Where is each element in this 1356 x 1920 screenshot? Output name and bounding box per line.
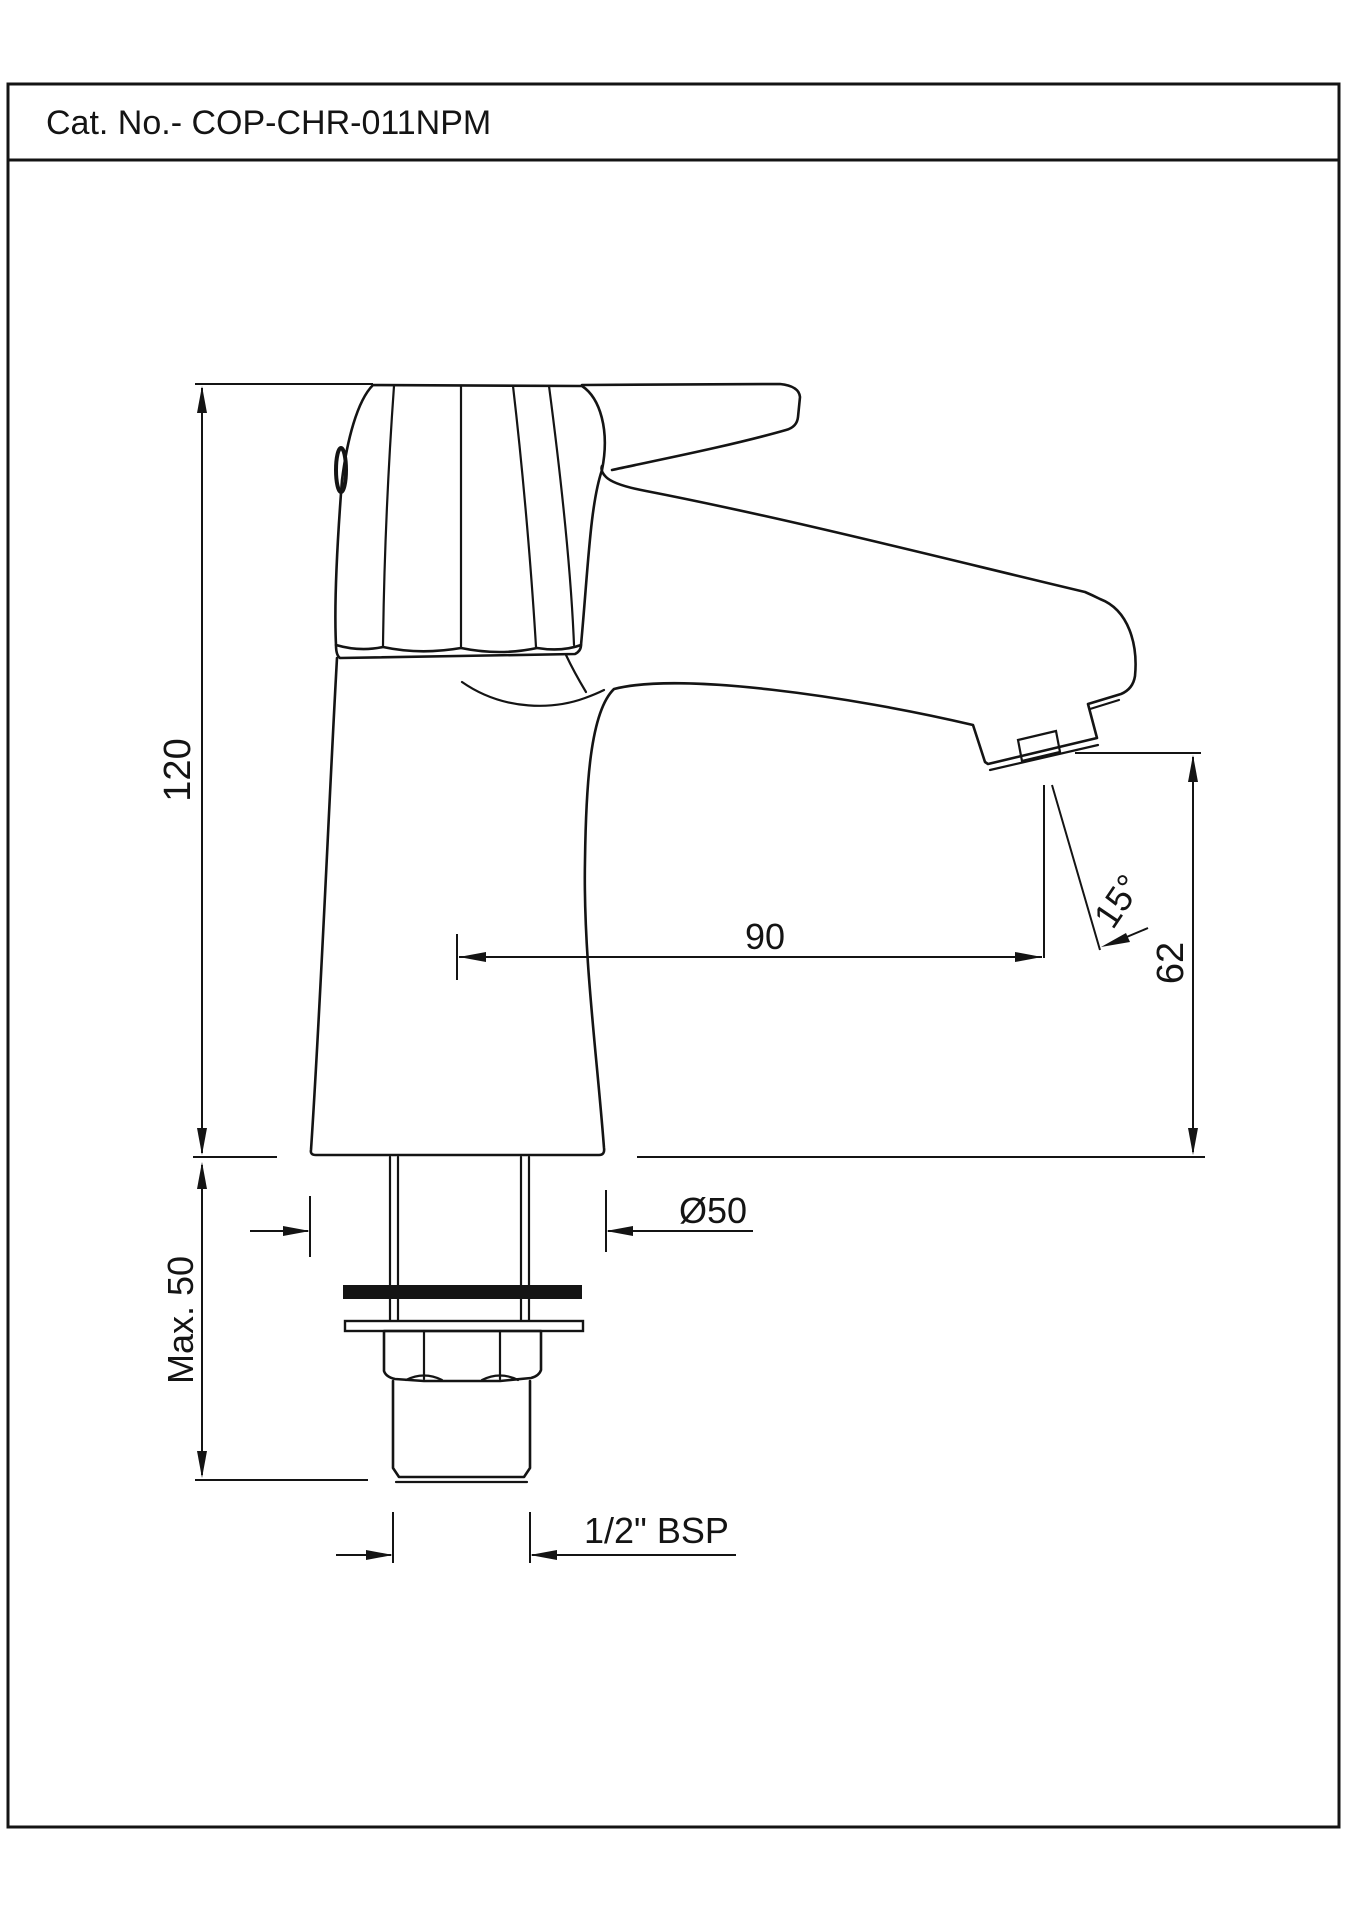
knob-flute-3 xyxy=(513,386,536,647)
knob-band xyxy=(336,645,581,658)
dimension-inlet-thread xyxy=(336,1510,736,1563)
max-deck-label: Max. 50 xyxy=(160,1255,201,1385)
knob-flute-1 xyxy=(383,386,394,646)
flange-washer xyxy=(345,1321,583,1331)
height-label: 120 xyxy=(157,738,199,802)
arrowhead-left xyxy=(606,1226,633,1236)
arrowhead-up xyxy=(1188,755,1198,782)
spout-angle-label: 15° xyxy=(1085,866,1150,936)
sheet-frame xyxy=(8,84,1339,1827)
arrowhead-left xyxy=(459,952,486,962)
dimension-outlet-height xyxy=(1075,753,1201,1155)
arrowhead-right xyxy=(366,1550,393,1560)
arrowhead-down xyxy=(197,1128,207,1155)
faucet-drawing xyxy=(193,384,1205,1482)
lever-outline xyxy=(582,384,800,470)
rubber-washer xyxy=(343,1285,582,1299)
spout-reach-label: 90 xyxy=(744,916,786,957)
dimension-spout-reach xyxy=(457,916,1042,980)
bonnet-curve xyxy=(566,655,586,692)
arrowhead xyxy=(1101,933,1130,947)
inlet-thread-label: 1/2" BSP xyxy=(584,1510,729,1551)
arrowhead-right xyxy=(1015,952,1042,962)
arrowhead-right xyxy=(283,1226,310,1236)
hex-nut xyxy=(384,1331,541,1381)
dimension-base-diameter xyxy=(250,1190,753,1257)
arrowhead-left xyxy=(530,1550,557,1560)
border-rect xyxy=(8,84,1339,1827)
body-spout-outline xyxy=(311,466,1136,1155)
arrowhead-up xyxy=(197,1162,207,1189)
outlet-height-label: 62 xyxy=(1150,941,1192,985)
aerator-bottom-line xyxy=(990,745,1098,770)
arrowhead-down xyxy=(197,1451,207,1478)
shank xyxy=(343,1157,583,1482)
catalog-number: Cat. No.- COP-CHR-011NPM xyxy=(46,104,492,142)
dimension-spout-angle xyxy=(1044,785,1150,958)
angled-ref-line xyxy=(1052,785,1100,950)
thread-pipe xyxy=(393,1381,530,1477)
dimension-max-deck xyxy=(160,1162,368,1480)
arrowhead-up xyxy=(197,386,207,413)
knob-flute-4 xyxy=(549,386,574,645)
base-diameter-label: Ø50 xyxy=(678,1190,748,1231)
arrowhead-down xyxy=(1188,1128,1198,1155)
